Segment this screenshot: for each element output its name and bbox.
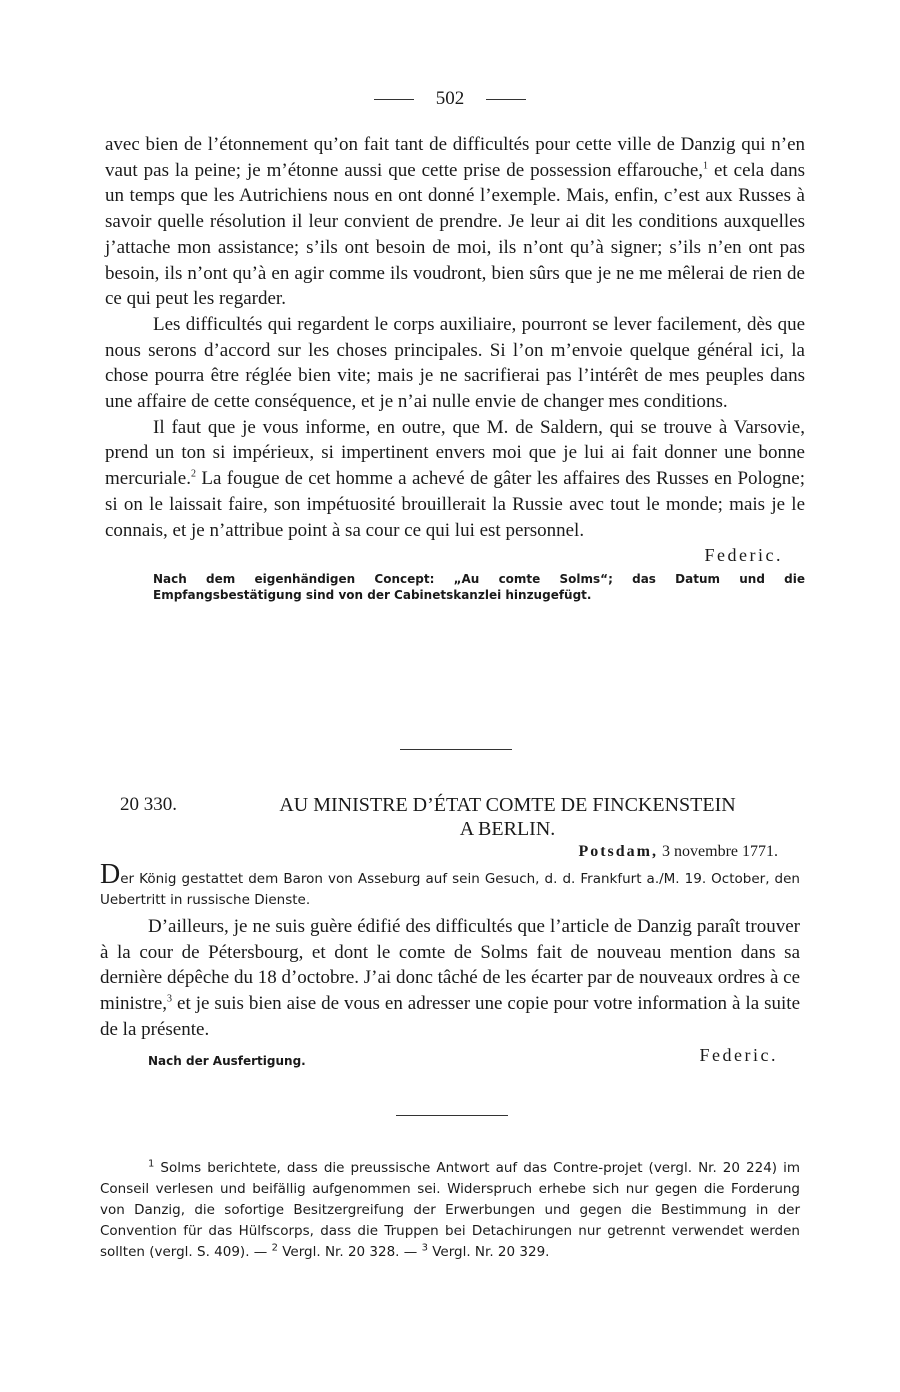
footnote-text: $^1$ Solms berichtete, dass die preussische Antwort auf das Contre-projet (vergl. Nr. 20 224) im Conseil verlesen und beifällig aufgenommen sei. Widerspruch erhebe sich nur gegen die Forderung von Danzig, die sofortige Besitzergreifung der Erwerbungen und gegen die Bestimmung in der Convention für das Hülfscorps, dass die Truppen bei Detachirungen nur getrennt verwendet werden sollten (vergl. S. 409). — $^2$ Vergl. Nr. 20 328. — $^3$ Vergl. Nr. 20 329. bbox=[100, 1158, 800, 1260]
footnote-ref: 3 bbox=[167, 993, 173, 1005]
footnote-mark: 2 bbox=[271, 1242, 278, 1254]
footnote-divider bbox=[396, 1115, 508, 1116]
paragraph: Les difficultés qui regardent le corps auxiliaire, pourront se lever facilement, dès que nous serons d’accord sur les choses principales. Si l’on m’envoie quelque général ici, la chose pourra être réglée bien vite; mais je ne sacrifierai pas l’intérêt de mes peuples dans une affaire de cette conséquence, et je n’ai nulle envie de changer mes conditions. bbox=[105, 313, 805, 413]
date: 3 novembre 1771. bbox=[658, 843, 778, 860]
header-rule-left bbox=[374, 99, 414, 100]
source-note: Nach der Ausfertigung. bbox=[148, 1053, 306, 1068]
letter-body bbox=[100, 914, 800, 1069]
page-number: 502 bbox=[435, 88, 465, 109]
paragraph: avec bien de l’étonnement qu’on fait tant de difficultés pour cette ville de Danzig qui n’en vaut pas la peine; je m’étonne aussi que cette prise de possession effarouche,$^1$ et cela dans un temps que les Autrichiens nous en ont donné l’exemple. Mais, enfin, c’est aux Russes à savoir quelle résolution il leur convient de prendre. Je leur ai dit les conditions auxquelles j’attache mon assistance; s’ils ont besoin de moi, ils n’ont qu’à signer; s’ils n’en ont pas besoin, ils n’ont qu’à en agir comme ils voudront, bien sûrs que je ne me mêlerai de rien de ce qui peut les regarder. bbox=[105, 134, 805, 310]
closing-row bbox=[100, 1043, 800, 1069]
footnote-ref: 2 bbox=[190, 468, 196, 480]
source-note: Nach dem eigenhändigen Concept: „Au comte Solms“; das Datum und die Empfangsbestätigung sind von der Cabinetskanzlei hinzugefügt. bbox=[153, 571, 805, 602]
letter-heading bbox=[100, 793, 800, 841]
letter-number: 20 330. bbox=[120, 794, 177, 815]
place: Potsdam, bbox=[578, 843, 659, 860]
page-header bbox=[0, 88, 900, 110]
header-rule-right bbox=[486, 99, 526, 100]
footnotes bbox=[100, 1158, 800, 1263]
place-date bbox=[100, 843, 778, 861]
signature: Federic. bbox=[699, 1044, 778, 1065]
paragraph: D’ailleurs, je ne suis guère édifié des difficultés que l’article de Danzig paraît trouver à la cour de Pétersbourg, et dont le comte de Solms fait de nouveau mention dans sa dernière dépêche du 18 d’octobre. J’ai donc tâché de les écarter par de nouveaux ordres à ce ministre,$^3$ et je suis bien aise de vous en adresser une copie pour votre information à la suite de la présente. bbox=[100, 916, 801, 1040]
letter-continuation bbox=[105, 132, 805, 603]
footnote-mark: 1 bbox=[148, 1158, 155, 1170]
initial-capital: D bbox=[100, 859, 121, 890]
heading-line-1: AU MINISTRE D’ÉTAT COMTE DE FINCKENSTEIN bbox=[279, 794, 736, 816]
heading-line-2: A BERLIN. bbox=[459, 818, 556, 840]
signature: Federic. bbox=[704, 545, 783, 566]
footnote-mark: 3 bbox=[421, 1242, 428, 1254]
paragraph: Il faut que je vous informe, en outre, que M. de Saldern, qui se trouve à Varsovie, prend un ton si impérieux, si impertinent envers moi que je lui ai fait donner une bonne mercuriale.$^2$ La fougue de cet homme a achevé de gâter les affaires des Russes en Pologne; si on le laissait faire, son impétuosité brouillerait la Russie avec tout le monde; mais je le connais, et je n’attribue point à sa cour ce qui lui est personnel. bbox=[105, 416, 805, 541]
section-divider bbox=[400, 749, 512, 750]
footnote-ref: 1 bbox=[703, 160, 709, 172]
letter-summary: Der König gestattet dem Baron von Asseburg auf sein Gesuch, d. d. Frankfurt a./M. 19. October, den Uebertritt in russische Dienste. bbox=[100, 859, 800, 908]
